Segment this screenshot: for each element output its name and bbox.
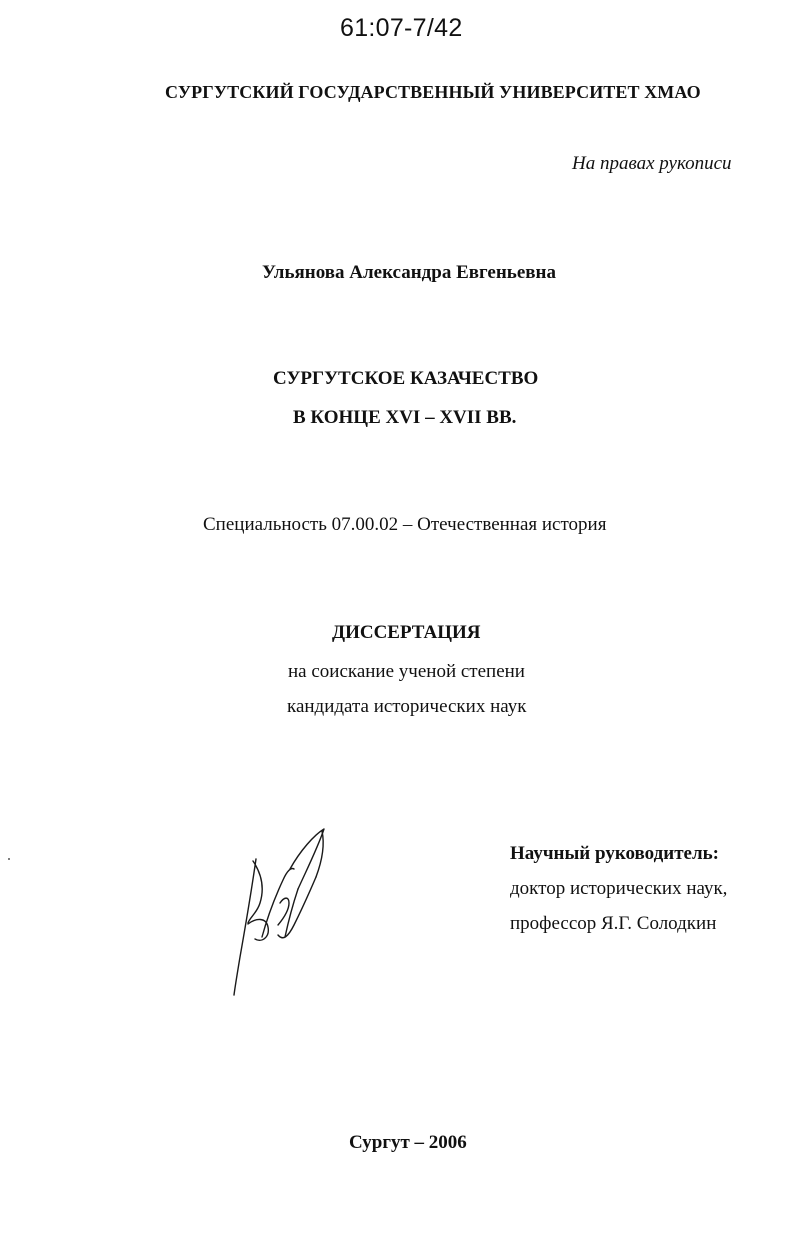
specialty: Специальность 07.00.02 – Отечественная история: [203, 514, 607, 535]
dissertation-title-line-2: В КОНЦЕ XVI – XVII ВВ.: [293, 407, 517, 428]
supervisor-heading: Научный руководитель:: [510, 843, 719, 864]
degree-line-1: на соискание ученой степени: [288, 661, 525, 682]
university-name: СУРГУТСКИЙ ГОСУДАРСТВЕННЫЙ УНИВЕРСИТЕТ ХМАО: [165, 82, 701, 102]
supervisor-name: профессор Я.Г. Солодкин: [510, 913, 717, 934]
supervisor-title: доктор исторических наук,: [510, 878, 728, 899]
handwritten-signature: [228, 825, 338, 1000]
city-year: Сургут – 2006: [349, 1132, 467, 1153]
document-type: ДИССЕРТАЦИЯ: [332, 622, 481, 643]
scan-speck: [8, 858, 10, 860]
author-name: Ульянова Александра Евгеньевна: [262, 262, 556, 283]
degree-line-2: кандидата исторических наук: [287, 696, 527, 717]
dissertation-title-line-1: СУРГУТСКОЕ КАЗАЧЕСТВО: [273, 368, 539, 389]
catalog-code: 61:07-7/42: [340, 14, 463, 42]
manuscript-note: На правах рукописи: [572, 153, 732, 174]
